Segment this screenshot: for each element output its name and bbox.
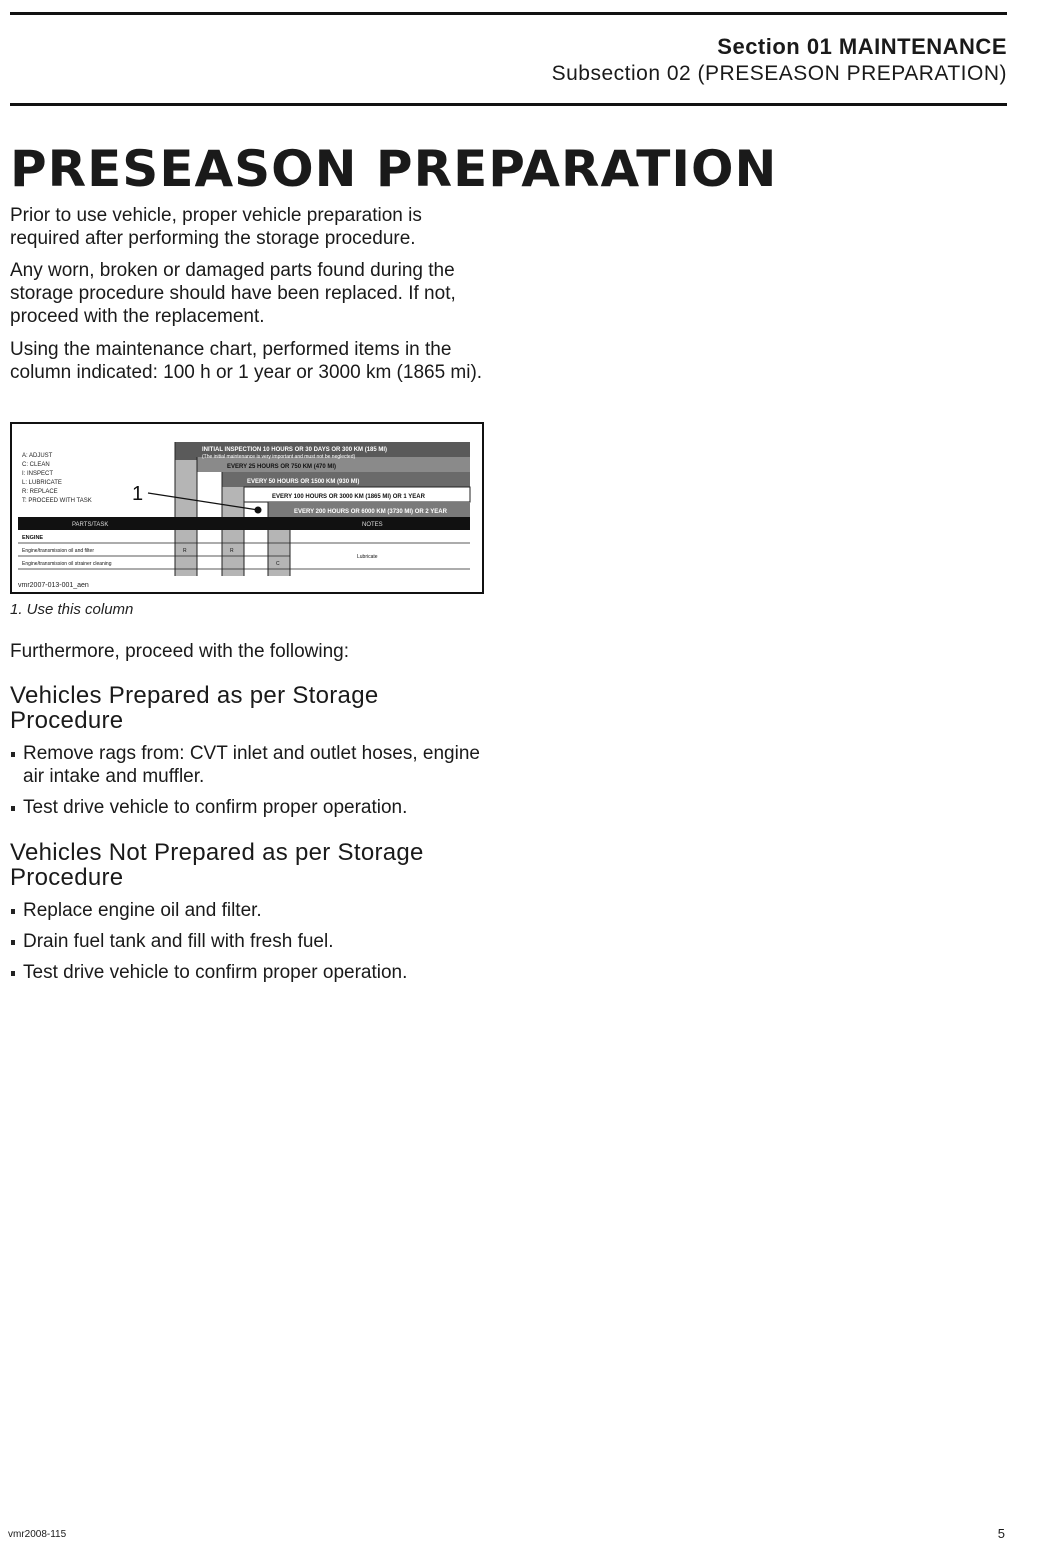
page-number: 5 — [997, 1526, 1005, 1541]
header-text-100h: EVERY 100 HOURS OR 3000 KM (1865 MI) OR 1 YEAR — [272, 494, 425, 500]
header-text-25h: EVERY 25 HOURS OR 750 KM (470 MI) — [227, 464, 337, 470]
list-item: Test drive vehicle to confirm proper operation. — [10, 961, 500, 984]
figure-caption: 1. Use this column — [10, 601, 134, 618]
row-part: Engine/transmission oil strainer cleaning — [22, 561, 112, 567]
list-item: Replace engine oil and filter. — [10, 899, 500, 922]
parts-task-label: PARTS/TASK — [72, 522, 109, 528]
figure-image-id: vmr2007-013-001_aen — [18, 582, 89, 589]
section-row-engine: ENGINE — [22, 535, 44, 541]
legend-adjust: A: ADJUST — [22, 453, 53, 459]
legend-clean: C: CLEAN — [22, 462, 50, 468]
intro-paragraph-1: Prior to use vehicle, proper vehicle preparation is required after performing the storage procedure. — [10, 205, 422, 249]
footer-doc-id: vmr2008-115 — [8, 1529, 67, 1540]
row-note: Lubricate — [357, 554, 378, 560]
subsection-header: Subsection 02 (PRESEASON PREPARATION) — [551, 62, 1007, 85]
top-rule — [10, 12, 1007, 15]
row-part: Engine/transmission oil and filter — [22, 548, 94, 554]
legend-lubricate: L: LUBRICATE — [22, 480, 62, 486]
intro-paragraph-3: Using the maintenance chart, performed items in the column indicated: 100 h or 1 year or 3000 km (1865 mi). — [10, 339, 483, 383]
not-prepared-list — [10, 899, 500, 992]
legend-replace: R: REPLACE — [22, 489, 58, 495]
callout-dot — [255, 507, 262, 514]
list-item: Drain fuel tank and fill with fresh fuel. — [10, 930, 500, 953]
section-header: Section 01 MAINTENANCE — [717, 34, 1007, 59]
table-row — [18, 548, 378, 560]
header-text-50h: EVERY 50 HOURS OR 1500 KM (930 MI) — [247, 479, 360, 485]
notes-label: NOTES — [362, 522, 383, 528]
prepared-list — [10, 742, 500, 827]
row-mark: C — [276, 561, 280, 567]
section-heading-not-prepared: Vehicles Not Prepared as per Storage Procedure — [10, 839, 424, 891]
intro-paragraph-2: Any worn, broken or damaged parts found during the storage procedure should have been replaced. If not, proceed with the replacement. — [10, 260, 456, 327]
header-text-initial: INITIAL INSPECTION 10 HOURS OR 30 DAYS OR 300 KM (185 MI) — [202, 447, 388, 453]
page-title: PRESEASON PREPARATION — [10, 140, 778, 198]
chart-legend — [22, 453, 92, 504]
row-mark: R — [230, 548, 234, 554]
section-heading-prepared: Vehicles Prepared as per Storage Procedure — [10, 682, 379, 734]
list-item: Remove rags from: CVT inlet and outlet hoses, engine air intake and muffler. — [10, 742, 500, 788]
legend-inspect: I: INSPECT — [22, 471, 54, 477]
row-mark: R — [183, 548, 187, 554]
furthermore-paragraph: Furthermore, proceed with the following: — [10, 641, 349, 662]
header-text-initial-note: (The initial maintenance is very important and must not be neglected) — [202, 454, 356, 460]
maintenance-chart-svg — [12, 424, 482, 592]
callout-number: 1 — [132, 483, 144, 505]
header-rule — [10, 103, 1007, 106]
header-text-200h: EVERY 200 HOURS OR 6000 KM (3730 MI) OR 2 YEAR — [294, 509, 447, 515]
list-item: Test drive vehicle to confirm proper operation. — [10, 796, 500, 819]
maintenance-chart-figure — [10, 422, 484, 594]
legend-proceed: T: PROCEED WITH TASK — [22, 498, 92, 504]
